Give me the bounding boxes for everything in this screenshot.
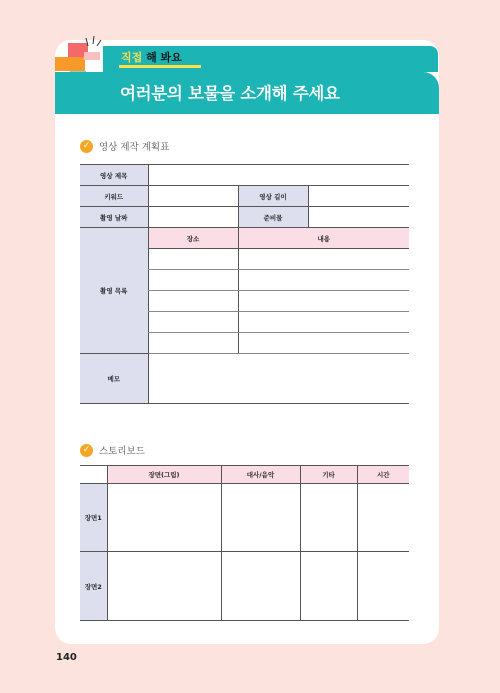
place-field[interactable] bbox=[148, 249, 238, 270]
scene1-drawing-field[interactable] bbox=[107, 484, 221, 552]
place-field[interactable] bbox=[148, 291, 238, 312]
tag-rest: 해 봐요 bbox=[142, 51, 182, 64]
scene1-dialogue-field[interactable] bbox=[221, 484, 300, 552]
storyboard-table bbox=[80, 465, 409, 621]
activity-tag-label bbox=[121, 49, 182, 65]
check-icon: ✓ bbox=[80, 140, 93, 153]
content-field[interactable] bbox=[238, 333, 409, 354]
shoot-date-field[interactable] bbox=[148, 207, 238, 228]
tag-underline bbox=[119, 65, 201, 68]
label-shoot-date: 촬영 날짜 bbox=[80, 207, 148, 228]
plan-section-label: 영상 제작 계획표 bbox=[99, 142, 170, 153]
content-field[interactable] bbox=[238, 291, 409, 312]
scene2-time-field[interactable] bbox=[357, 552, 409, 621]
col-header-etc: 기타 bbox=[300, 466, 357, 484]
storyboard-corner bbox=[80, 466, 107, 484]
scene2-drawing-field[interactable] bbox=[107, 552, 221, 621]
check-icon: ✓ bbox=[80, 444, 93, 457]
label-supplies: 준비물 bbox=[238, 207, 308, 228]
row-label-scene1: 장면1 bbox=[80, 484, 107, 552]
storyboard-section-label: 스토리보드 bbox=[99, 446, 145, 457]
scene1-time-field[interactable] bbox=[357, 484, 409, 552]
keyword-field[interactable] bbox=[148, 186, 238, 207]
col-header-time: 시간 bbox=[357, 466, 409, 484]
label-video-length: 영상 길이 bbox=[238, 186, 308, 207]
col-header-scene: 장면(그림) bbox=[107, 466, 221, 484]
place-field[interactable] bbox=[148, 270, 238, 291]
row-label-scene2: 장면2 bbox=[80, 552, 107, 621]
label-keyword: 키워드 bbox=[80, 186, 148, 207]
storyboard-section-heading bbox=[80, 443, 145, 457]
page-number: 140 bbox=[56, 652, 77, 663]
label-shot-list: 촬영 목록 bbox=[80, 228, 148, 354]
video-length-field[interactable] bbox=[308, 186, 409, 207]
content-field[interactable] bbox=[238, 312, 409, 333]
page-title: 여러분의 보물을 소개해 주세요 bbox=[120, 84, 340, 103]
place-field[interactable] bbox=[148, 312, 238, 333]
header-place: 장소 bbox=[148, 228, 238, 249]
tag-accent: 직접 bbox=[121, 51, 143, 64]
scene1-etc-field[interactable] bbox=[300, 484, 357, 552]
sparkle-icon bbox=[84, 34, 104, 50]
content-field[interactable] bbox=[238, 249, 409, 270]
decor-block-orange bbox=[55, 57, 85, 71]
content-field[interactable] bbox=[238, 270, 409, 291]
label-video-title: 영상 제목 bbox=[80, 165, 148, 186]
col-header-dialogue: 대사/음악 bbox=[221, 466, 300, 484]
plan-table bbox=[80, 164, 409, 404]
video-title-field[interactable] bbox=[148, 165, 409, 186]
header-content: 내용 bbox=[238, 228, 409, 249]
scene2-dialogue-field[interactable] bbox=[221, 552, 300, 621]
label-memo: 메모 bbox=[80, 354, 148, 404]
supplies-field[interactable] bbox=[308, 207, 409, 228]
place-field[interactable] bbox=[148, 333, 238, 354]
scene2-etc-field[interactable] bbox=[300, 552, 357, 621]
memo-field[interactable] bbox=[148, 354, 409, 404]
decor-block-pink-small bbox=[84, 52, 100, 60]
plan-section-heading bbox=[80, 139, 169, 153]
